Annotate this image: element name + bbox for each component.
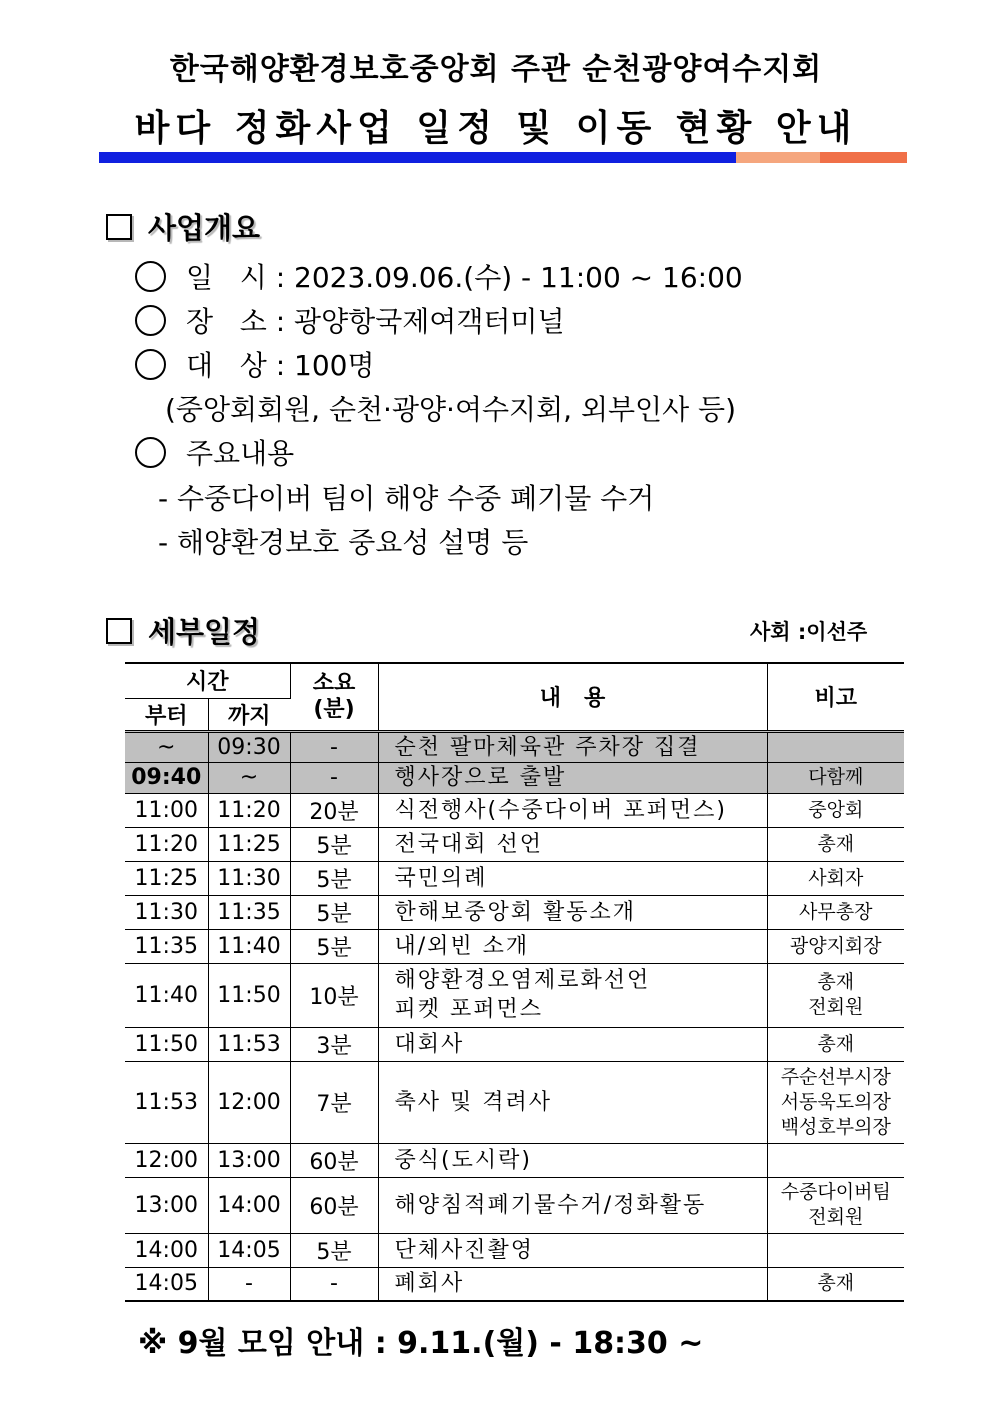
content-cell: 해양침적폐기물수거/정화활동 [378,1177,767,1233]
schedule-table [125,662,904,1302]
content-cell: 폐회사 [378,1267,767,1301]
note-cell: 총재 전회원 [767,963,904,1027]
table-row [125,963,904,1027]
time-to-cell: 13:00 [208,1143,290,1177]
header-note: 비고 [767,663,904,731]
content-label: 주요내용 [186,437,295,470]
note-cell: 광양지회장 [767,929,904,963]
place-label: 장 소 [186,305,267,338]
header-from: 부터 [125,698,208,731]
time-from-cell: 11:20 [125,827,208,861]
title-underline-peach [736,152,820,163]
content-cell: 한해보중앙회 활동소개 [378,895,767,929]
duration-cell: 60분 [290,1177,378,1233]
content-cell: 단체사진촬영 [378,1233,767,1267]
target-value: 100명 [294,349,375,382]
content-cell: 행사장으로 출발 [378,762,767,793]
time-from-cell: 11:30 [125,895,208,929]
note-cell: 사회자 [767,861,904,895]
header-duration: 소요 (분) [290,663,378,731]
time-to-cell: 14:00 [208,1177,290,1233]
content-cell: 축사 및 격려사 [378,1061,767,1143]
time-to-cell: 09:30 [208,731,290,762]
time-from-cell: 11:25 [125,861,208,895]
duration-cell: 5분 [290,895,378,929]
title-underline-blue [99,152,736,163]
time-to-cell: 11:25 [208,827,290,861]
content-item: - 수중다이버 팀이 해양 수중 폐기물 수거 [158,482,655,515]
time-to-cell: 11:53 [208,1027,290,1061]
circle-bullet-icon [135,437,166,468]
overview-heading [106,206,260,247]
target-label: 대 상 [186,349,267,382]
schedule-heading [106,610,260,651]
content-cell: 대회사 [378,1027,767,1061]
checkbox-square-icon [106,214,132,240]
header-time: 시간 [125,663,290,698]
date-label: 일 시 [186,261,267,294]
duration-cell: 5분 [290,1233,378,1267]
table-row [125,1027,904,1061]
time-to-cell: 11:35 [208,895,290,929]
overview-content-line [135,432,294,472]
duration-cell: 5분 [290,861,378,895]
overview-date-line: 일 시 : 2023.09.06.(수) - 11:00 ~ 16:00 [135,256,743,296]
table-row [125,827,904,861]
table-row [125,929,904,963]
duration-cell: - [290,731,378,762]
time-from-cell: 14:05 [125,1267,208,1301]
time-from-cell: 11:50 [125,1027,208,1061]
table-row [125,793,904,827]
footer-note: ※ 9월 모임 안내 : 9.11.(월) - 18:30 ~ [138,1326,704,1361]
note-cell: 주순선부시장 서동욱도의장 백성호부의장 [767,1061,904,1143]
time-to-cell: 11:50 [208,963,290,1027]
duration-cell: 5분 [290,929,378,963]
note-cell: 수중다이버팀 전회원 [767,1177,904,1233]
circle-bullet-icon [135,305,166,336]
table-row [125,1061,904,1143]
time-from-cell: 12:00 [125,1143,208,1177]
header-content: 내 용 [378,663,767,731]
overview-place-line: 장 소 : 광양항국제여객터미널 [135,300,565,340]
table-row [125,1177,904,1233]
duration-cell: - [290,1267,378,1301]
content-cell: 순천 팔마체육관 주차장 집결 [378,731,767,762]
time-from-cell: 11:00 [125,793,208,827]
table-row [125,1267,904,1301]
note-cell: 사무총장 [767,895,904,929]
content-cell: 해양환경오염제로화선언 피켓 포퍼먼스 [378,963,767,1027]
header-to: 까지 [208,698,290,731]
place-value: 광양항국제여객터미널 [294,305,565,338]
time-to-cell: - [208,1267,290,1301]
note-cell: 총재 [767,827,904,861]
time-from-cell: 14:00 [125,1233,208,1267]
note-cell: 총재 [767,1027,904,1061]
table-row [125,1233,904,1267]
time-from-cell: ~ [125,731,208,762]
time-to-cell: 11:30 [208,861,290,895]
time-from-cell: 09:40 [125,762,208,793]
duration-cell: 5분 [290,827,378,861]
time-to-cell: ~ [208,762,290,793]
content-cell: 중식(도시락) [378,1143,767,1177]
content-item: - 해양환경보호 중요성 설명 등 [158,526,529,559]
content-cell: 식전행사(수중다이버 포퍼먼스) [378,793,767,827]
duration-cell: 20분 [290,793,378,827]
circle-bullet-icon [135,349,166,380]
date-value: 2023.09.06.(수) - 11:00 ~ 16:00 [294,261,743,294]
duration-cell: 60분 [290,1143,378,1177]
time-from-cell: 11:40 [125,963,208,1027]
note-cell: 중앙회 [767,793,904,827]
time-from-cell: 11:53 [125,1061,208,1143]
time-from-cell: 13:00 [125,1177,208,1233]
duration-cell: - [290,762,378,793]
schedule-heading-text: 세부일정 [148,615,261,649]
target-note: (중앙회회원, 순천·광양·여수지회, 외부인사 등) [165,393,737,426]
content-cell: 전국대회 선언 [378,827,767,861]
table-row [125,861,904,895]
table-row [125,895,904,929]
note-cell [767,731,904,762]
host-name: 사회 :이선주 [750,620,868,644]
content-cell: 내/외빈 소개 [378,929,767,963]
duration-cell: 10분 [290,963,378,1027]
circle-bullet-icon [135,261,166,292]
note-cell [767,1143,904,1177]
checkbox-square-icon [106,618,132,644]
overview-target-line: 대 상 : 100명 [135,344,375,384]
time-to-cell: 14:05 [208,1233,290,1267]
document-title: 바다 정화사업 일정 및 이동 현황 안내 [134,108,858,149]
content-cell: 국민의례 [378,861,767,895]
time-to-cell: 11:40 [208,929,290,963]
time-to-cell: 11:20 [208,793,290,827]
table-row [125,1143,904,1177]
time-to-cell: 12:00 [208,1061,290,1143]
overview-heading-text: 사업개요 [148,211,261,245]
organizer-title: 한국해양환경보호중앙회 주관 순천광양여수지회 [169,52,823,87]
time-from-cell: 11:35 [125,929,208,963]
table-row [125,762,904,793]
duration-cell: 3분 [290,1027,378,1061]
note-cell: 다함께 [767,762,904,793]
duration-cell: 7분 [290,1061,378,1143]
table-row [125,731,904,762]
note-cell: 총재 [767,1267,904,1301]
title-underline-orange [820,152,907,163]
note-cell [767,1233,904,1267]
